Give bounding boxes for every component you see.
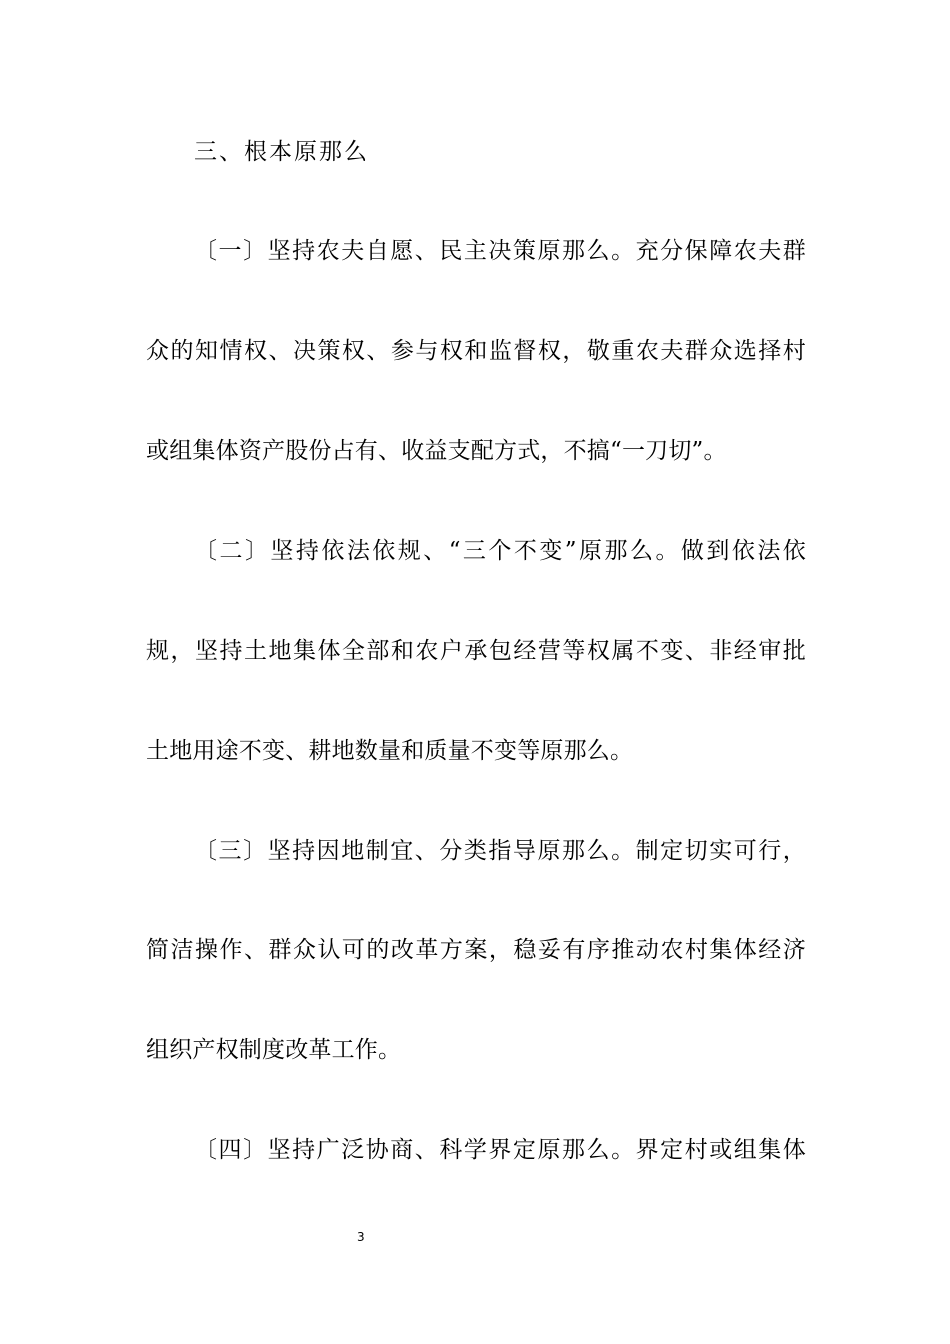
paragraph-line: 〔三〕坚持因地制宜、分类指导原那么。制定切实可行， [194, 838, 806, 864]
paragraph-line: 或组集体资产股份占有、收益支配方式，不搞“一刀切”。 [146, 438, 727, 464]
section-heading: 三、根本原那么 [194, 139, 369, 165]
paragraph-line: 〔四〕坚持广泛协商、科学界定原那么。界定村或组集体 [194, 1137, 806, 1163]
paragraph-line: 〔二〕坚持依法依规、“三个不变”原那么。做到依法依 [194, 538, 806, 564]
paragraph-line: 〔一〕坚持农夫自愿、民主决策原那么。充分保障农夫群 [194, 238, 806, 264]
paragraph-line: 组织产权制度改革工作。 [146, 1037, 402, 1063]
paragraph-line: 土地用途不变、耕地数量和质量不变等原那么。 [146, 738, 634, 764]
paragraph-line: 简洁操作、群众认可的改革方案，稳妥有序推动农村集体经济 [146, 937, 806, 963]
paragraph-line: 众的知情权、决策权、参与权和监督权，敬重农夫群众选择村 [146, 338, 806, 364]
paragraph-line: 规，坚持土地集体全部和农户承包经营等权属不变、非经审批 [146, 638, 806, 664]
page-number: 3 [357, 1230, 365, 1244]
